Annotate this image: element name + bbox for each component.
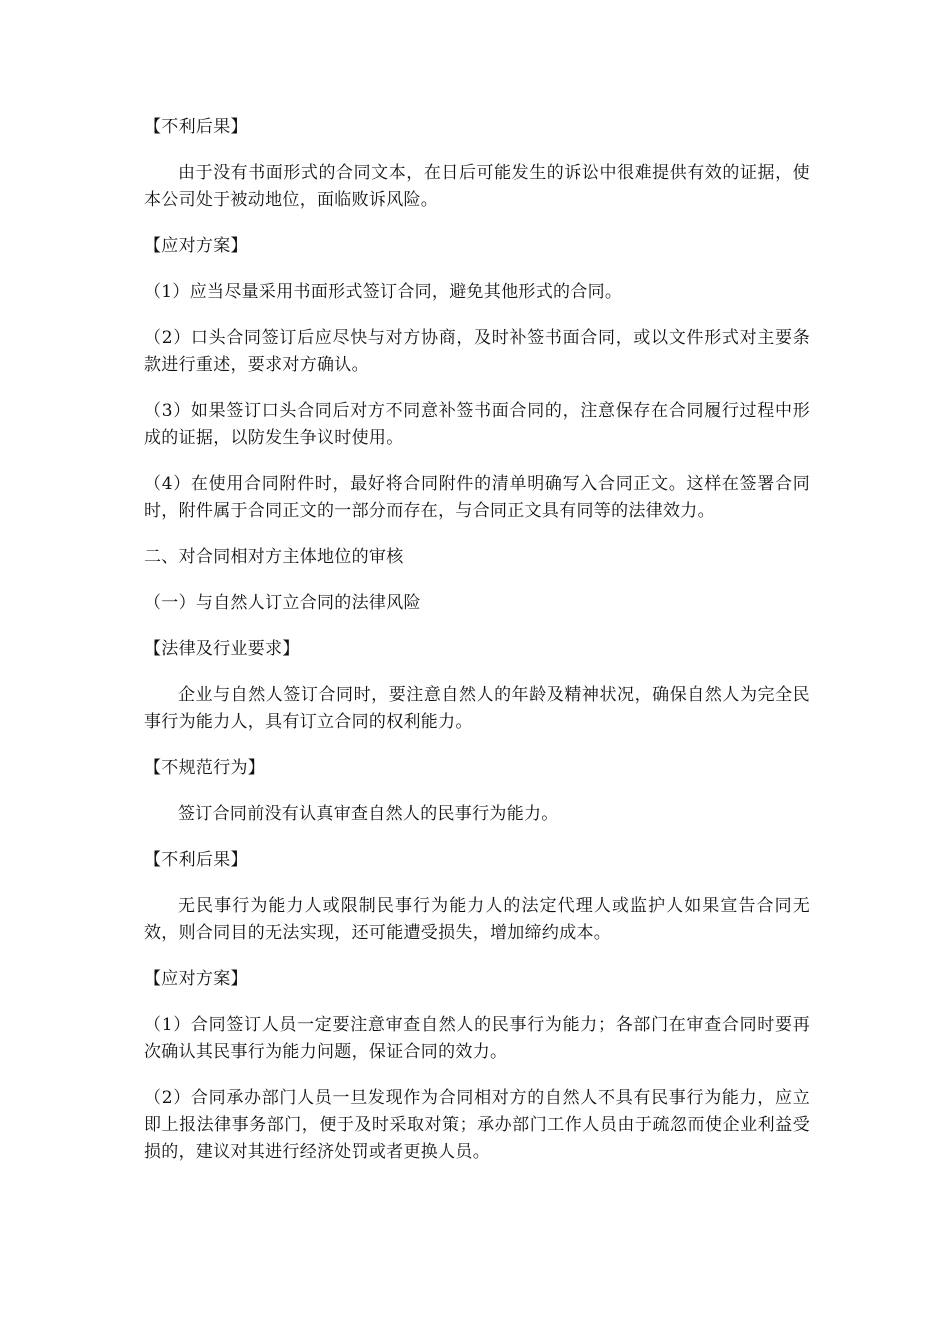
list-item: （2）合同承办部门人员一旦发现作为合同相对方的自然人不具有民事行为能力，应立即上报法律事务部门，便于及时采取对策；承办部门工作人员由于疏忽而使企业利益受损的，建议对其进行经济处罚或者更换人员。 xyxy=(144,1088,810,1162)
section-heading-adverse-consequences: 【不利后果】 xyxy=(144,117,248,137)
list-item: （4）在使用合同附件时，最好将合同附件的清单明确写入合同正文。这样在签署合同时，附件属于合同正文的一部分而存在，与合同正文具有同等的法律效力。 xyxy=(144,474,810,521)
body-paragraph: 无民事行为能力人或限制民事行为能力人的法定代理人或监护人如果宣告合同无效，则合同目的无法实现，还可能遭受损失，增加缔约成本。 xyxy=(144,896,810,943)
list-item: （2）口头合同签订后应尽快与对方协商，及时补签书面合同，或以文件形式对主要条款进行重述，要求对方确认。 xyxy=(144,328,810,375)
document-body xyxy=(144,114,810,1185)
section-heading-legal-requirements: 【法律及行业要求】 xyxy=(144,639,300,659)
body-paragraph: 由于没有书面形式的合同文本，在日后可能发生的诉讼中很难提供有效的证据，使本公司处于被动地位，面临败诉风险。 xyxy=(144,163,810,210)
body-paragraph: 企业与自然人签订合同时，要注意自然人的年龄及精神状况，确保自然人为完全民事行为能力人，具有订立合同的权利能力。 xyxy=(144,685,810,732)
section-heading-adverse-consequences: 【不利后果】 xyxy=(144,850,248,870)
list-item: （1）应当尽量采用书面形式签订合同，避免其他形式的合同。 xyxy=(144,282,623,302)
list-item: （1）合同签订人员一定要注意审查自然人的民事行为能力；各部门在审查合同时要再次确认其民事行为能力问题，保证合同的效力。 xyxy=(144,1015,810,1062)
subsection-heading: （一）与自然人订立合同的法律风险 xyxy=(144,593,421,613)
section-heading-improper-conduct: 【不规范行为】 xyxy=(144,758,266,778)
section-heading-response-plan: 【应对方案】 xyxy=(144,969,248,989)
section-heading-response-plan: 【应对方案】 xyxy=(144,236,248,256)
list-item: （3）如果签订口头合同后对方不同意补签书面合同的，注意保存在合同履行过程中形成的证据，以防发生争议时使用。 xyxy=(144,401,810,448)
body-paragraph: 签订合同前没有认真审查自然人的民事行为能力。 xyxy=(178,804,559,824)
chapter-heading: 二、对合同相对方主体地位的审核 xyxy=(144,547,404,567)
